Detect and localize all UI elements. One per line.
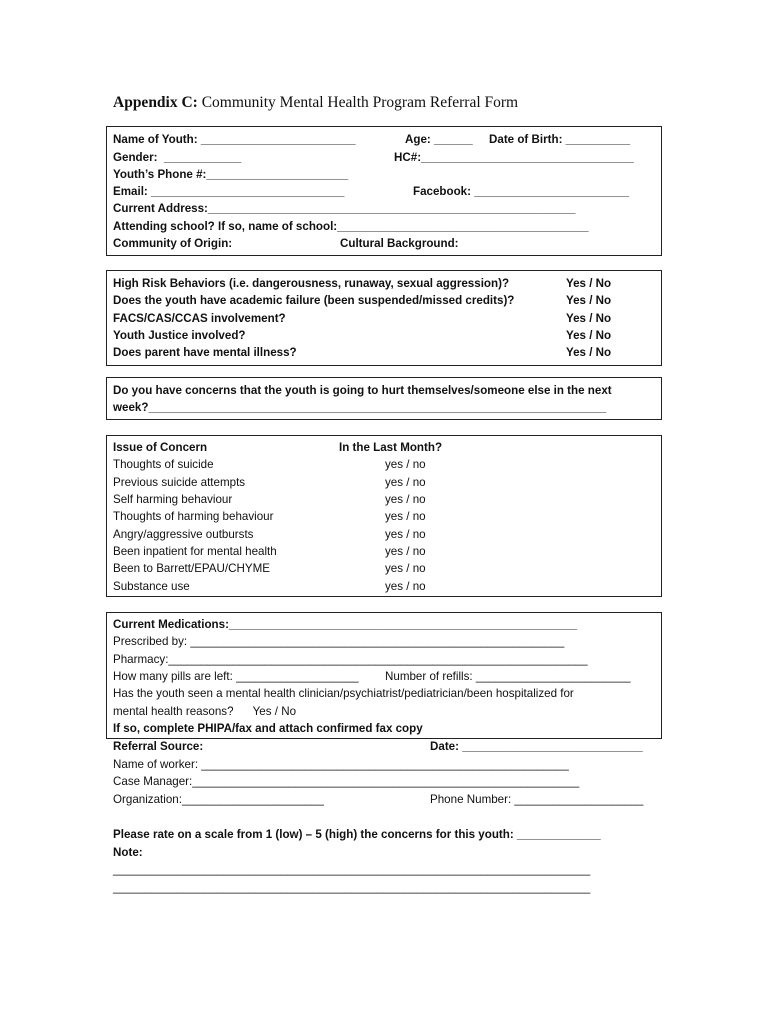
title-text: Community Mental Health Program Referral Form [201, 94, 519, 111]
issue-item: Angry/aggressive outbursts [113, 528, 254, 541]
harm-concern-question: Do you have concerns that the youth is going to hurt themselves/someone else in the next [113, 384, 612, 397]
risk-answer[interactable]: Yes / No [566, 277, 612, 290]
issue-column-header: Issue of Concern [113, 441, 208, 454]
issue-item: Thoughts of harming behaviour [113, 510, 274, 523]
referral-source-label: Referral Source: [113, 740, 204, 753]
risk-question: FACS/CAS/CCAS involvement? [113, 312, 286, 325]
youth-phone-field[interactable]: Youth’s Phone #:______________________ [113, 168, 349, 181]
medications-section [106, 612, 662, 739]
issue-answer[interactable]: yes / no [385, 545, 426, 558]
risk-behaviors-section [106, 270, 662, 366]
org-phone-field[interactable]: Phone Number: ____________________ [430, 793, 644, 806]
issue-item: Substance use [113, 580, 190, 593]
current-address-field[interactable]: Current Address:_________________________________________________________ [113, 202, 576, 215]
last-month-column-header: In the Last Month? [339, 441, 443, 454]
current-medications-field[interactable]: Current Medications:______________________________________________________ [113, 618, 578, 631]
title-label: Appendix C: [113, 94, 198, 111]
issue-item: Been inpatient for mental health [113, 545, 277, 558]
school-field[interactable]: Attending school? If so, name of school:_______________________________________ [113, 220, 589, 233]
page-title [113, 94, 518, 112]
issue-answer[interactable]: yes / no [385, 580, 426, 593]
seen-clinician-question: Has the youth seen a mental health clinician/psychiatrist/pediatrician/been hospitalized for [113, 687, 574, 700]
note-label: Note: [113, 846, 143, 859]
referral-date-field[interactable]: Date: ____________________________ [430, 740, 643, 753]
note-line[interactable]: __________________________________________________________________________ [113, 863, 591, 876]
issue-answer[interactable]: yes / no [385, 458, 426, 471]
cultural-background-field[interactable]: Cultural Background: [340, 237, 459, 250]
issue-answer[interactable]: yes / no [385, 476, 426, 489]
date-of-birth-field[interactable]: Date of Birth: __________ [489, 133, 631, 146]
email-field[interactable]: Email: ______________________________ [113, 185, 345, 198]
prescribed-by-field[interactable]: Prescribed by: __________________________________________________________ [113, 635, 565, 648]
risk-answer[interactable]: Yes / No [566, 294, 612, 307]
youth-info-section [106, 126, 662, 256]
harm-concern-answer-field[interactable]: week?_______________________________________________________________________ [113, 401, 607, 414]
risk-answer[interactable]: Yes / No [566, 329, 612, 342]
risk-question: Youth Justice involved? [113, 329, 246, 342]
hc-number-field[interactable]: HC#:_________________________________ [394, 151, 634, 164]
issue-answer[interactable]: yes / no [385, 510, 426, 523]
concern-rating-field[interactable]: Please rate on a scale from 1 (low) – 5 (high) the concerns for this youth: _____________ [113, 828, 601, 841]
community-of-origin-field[interactable]: Community of Origin: [113, 237, 233, 250]
issue-answer[interactable]: yes / no [385, 528, 426, 541]
organization-field[interactable]: Organization:______________________ [113, 793, 324, 806]
facebook-field[interactable]: Facebook: ________________________ [413, 185, 629, 198]
pharmacy-field[interactable]: Pharmacy:_________________________________________________________________ [113, 653, 588, 666]
harm-concerns-section [106, 377, 662, 420]
risk-question: Does the youth have academic failure (been suspended/missed credits)? [113, 294, 515, 307]
issue-answer[interactable]: yes / no [385, 493, 426, 506]
issue-item: Previous suicide attempts [113, 476, 246, 489]
issue-item: Self harming behaviour [113, 493, 233, 506]
gender-field[interactable]: Gender: ____________ [113, 151, 242, 164]
phipa-instruction: If so, complete PHIPA/fax and attach confirmed fax copy [113, 722, 423, 735]
issues-of-concern-section [106, 435, 662, 597]
issue-item: Thoughts of suicide [113, 458, 214, 471]
note-line[interactable]: __________________________________________________________________________ [113, 881, 591, 894]
issue-item: Been to Barrett/EPAU/CHYME [113, 562, 271, 575]
risk-question: High Risk Behaviors (i.e. dangerousness, runaway, sexual aggression)? [113, 277, 510, 290]
name-of-youth-field[interactable]: Name of Youth: ________________________ [113, 133, 356, 146]
risk-answer[interactable]: Yes / No [566, 312, 612, 325]
pills-left-field[interactable]: How many pills are left: ___________________ [113, 670, 359, 683]
worker-name-field[interactable]: Name of worker: _________________________________________________________ [113, 758, 569, 771]
risk-question: Does parent have mental illness? [113, 346, 297, 359]
age-field[interactable]: Age: ______ [405, 133, 473, 146]
seen-clinician-answer[interactable]: mental health reasons? Yes / No [113, 705, 297, 718]
risk-answer[interactable]: Yes / No [566, 346, 612, 359]
issue-answer[interactable]: yes / no [385, 562, 426, 575]
refills-field[interactable]: Number of refills: ________________________ [385, 670, 631, 683]
case-manager-field[interactable]: Case Manager:____________________________________________________________ [113, 775, 580, 788]
